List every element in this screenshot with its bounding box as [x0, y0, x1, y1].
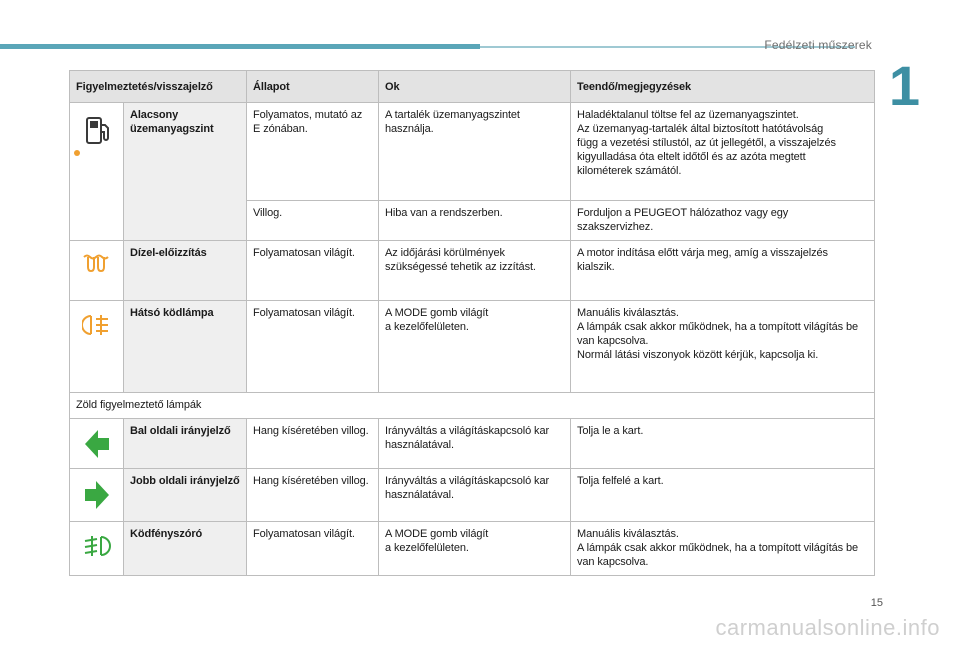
action-cell: Haladéktalanul töltse fel az üzemanyagszintet. Az üzemanyag-tartalék által biztosított hatótávolság függ a vezetési stílustól, az út jellegétől, a visszajelzés kigyulladása óta eltelt időtől és az azóta megtett kilométerek számától.	[571, 103, 875, 201]
front-fog-lamp-icon	[82, 534, 112, 558]
icon-cell	[70, 241, 124, 301]
action-cell: Manuális kiválasztás. A lámpák csak akkor működnek, ha a tompított világítás be van kapcsolva. Normál látási viszonyok között kérjük, kapcsolja ki.	[571, 301, 875, 393]
warning-lamps-table	[69, 70, 875, 576]
cause-cell: A MODE gomb világít a kezelőfelületen.	[379, 301, 571, 393]
section-title: Fedélzeti műszerek	[764, 38, 872, 52]
icon-cell	[70, 103, 124, 241]
amber-indicator-dot	[74, 150, 80, 156]
cause-cell: Hiba van a rendszerben.	[379, 201, 571, 241]
page-number: 15	[870, 597, 883, 609]
table-row	[70, 469, 875, 522]
table-row	[70, 103, 875, 201]
rear-fog-lamp-icon	[82, 313, 112, 337]
action-cell: Forduljon a PEUGEOT hálózathoz vagy egy szakszervizhez.	[571, 201, 875, 241]
icon-cell	[70, 419, 124, 469]
table-row	[70, 301, 875, 393]
icon-cell	[70, 469, 124, 522]
column-header-action: Teendő/megjegyzések	[571, 71, 875, 103]
table-row	[70, 419, 875, 469]
cause-cell: Irányváltás a világításkapcsoló kar használatával.	[379, 419, 571, 469]
lamp-name: Alacsony üzemanyagszint	[124, 103, 247, 241]
glow-plug-icon	[82, 253, 112, 273]
table-row	[70, 522, 875, 576]
state-cell: Folyamatosan világít.	[247, 301, 379, 393]
lamp-name: Ködfényszóró	[124, 522, 247, 576]
state-cell: Folyamatosan világít.	[247, 522, 379, 576]
cause-cell: A MODE gomb világít a kezelőfelületen.	[379, 522, 571, 576]
state-cell: Hang kíséretében villog.	[247, 419, 379, 469]
left-arrow-icon	[83, 427, 111, 461]
header-accent-bar	[0, 44, 480, 49]
right-arrow-icon	[83, 478, 111, 512]
action-cell: Tolja le a kart.	[571, 419, 875, 469]
lamp-name: Bal oldali irányjelző	[124, 419, 247, 469]
watermark: carmanualsonline.info	[715, 615, 940, 640]
state-cell: Folyamatosan világít.	[247, 241, 379, 301]
lamp-name: Dízel-előizzítás	[124, 241, 247, 301]
cause-cell: Az időjárási körülmények szükségessé tehetik az izzítást.	[379, 241, 571, 301]
icon-cell	[70, 301, 124, 393]
column-header-cause: Ok	[379, 71, 571, 103]
state-cell: Hang kíséretében villog.	[247, 469, 379, 522]
lamp-name: Hátsó ködlámpa	[124, 301, 247, 393]
group-label: Zöld figyelmeztető lámpák	[70, 393, 875, 419]
table-row	[70, 241, 875, 301]
icon-cell	[70, 522, 124, 576]
column-header-state: Állapot	[247, 71, 379, 103]
table-header-row	[70, 71, 875, 103]
action-cell: Tolja felfelé a kart.	[571, 469, 875, 522]
state-cell: Folyamatos, mutató az E zónában.	[247, 103, 379, 201]
fuel-pump-icon	[80, 113, 114, 147]
action-cell: Manuális kiválasztás. A lámpák csak akkor működnek, ha a tompított világítás be van kapcsolva.	[571, 522, 875, 576]
cause-cell: Irányváltás a világításkapcsoló kar használatával.	[379, 469, 571, 522]
lamp-name: Jobb oldali irányjelző	[124, 469, 247, 522]
group-row	[70, 393, 875, 419]
action-cell: A motor indítása előtt várja meg, amíg a visszajelzés kialszik.	[571, 241, 875, 301]
state-cell: Villog.	[247, 201, 379, 241]
chapter-number: 1	[888, 54, 920, 117]
cause-cell: A tartalék üzemanyagszintet használja.	[379, 103, 571, 201]
column-header-lamp: Figyelmeztetés/visszajelző	[70, 71, 247, 103]
